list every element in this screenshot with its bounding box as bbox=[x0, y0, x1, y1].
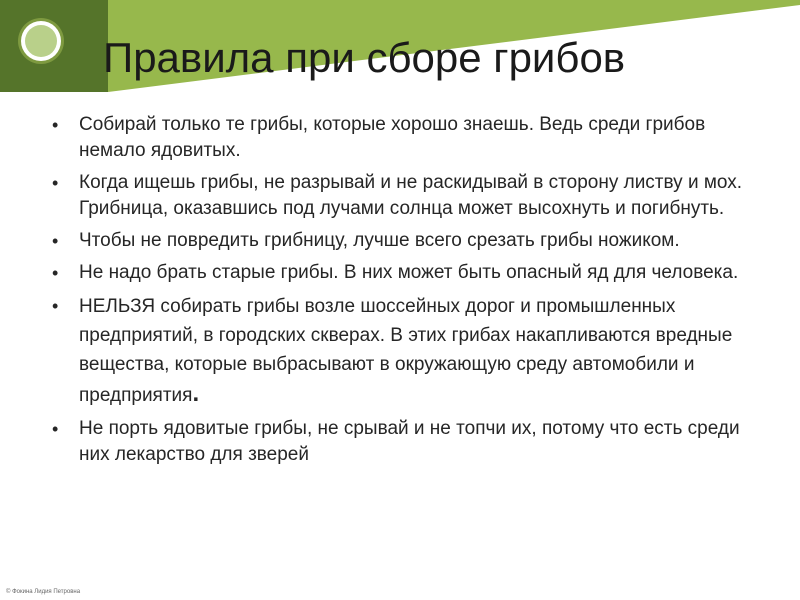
bullet-text: Чтобы не повредить грибницу, лучше всего срезать грибы ножиком. bbox=[79, 230, 680, 251]
bullet-list bbox=[52, 112, 772, 474]
final-period: . bbox=[192, 380, 200, 407]
bullet-text: НЕЛЬЗЯ собирать грибы возле шоссейных дорог и промышленных предприятий, в городских скверах. В этих грибах накапливаются вредные вещества, которые выбрасывают в окружающую среду автомобили и предприятия bbox=[79, 296, 733, 406]
bullet-item bbox=[52, 228, 772, 254]
circle-ornament-icon bbox=[17, 17, 65, 65]
bullet-text: Собирай только те грибы, которые хорошо знаешь. Ведь среди грибов немало ядовитых. bbox=[79, 114, 706, 161]
bullet-marker: • bbox=[52, 231, 59, 251]
bullet-item bbox=[52, 260, 772, 286]
bullet-marker: • bbox=[52, 296, 59, 316]
bullet-item bbox=[52, 416, 772, 468]
bullet-marker: • bbox=[52, 115, 59, 135]
bullet-item bbox=[52, 292, 772, 410]
bullet-text: Когда ищешь грибы, не разрывай и не раскидывай в сторону листву и мох. Грибница, оказавшись под лучами солнца может высохнуть и погибнуть. bbox=[79, 172, 743, 219]
bullet-marker: • bbox=[52, 419, 59, 439]
copyright-footer: © Фокина Лидия Петровна bbox=[6, 589, 81, 595]
bullet-item bbox=[52, 112, 772, 164]
bullet-text: Не надо брать старые грибы. В них может быть опасный яд для человека. bbox=[79, 262, 739, 283]
slide-title: Правила при сборе грибов bbox=[103, 34, 626, 81]
bullet-text: Не порть ядовитые грибы, не срывай и не топчи их, потому что есть среди них лекарство для зверей bbox=[79, 418, 740, 465]
bullet-marker: • bbox=[52, 173, 59, 193]
bullet-item bbox=[52, 170, 772, 222]
bullet-marker: • bbox=[52, 263, 59, 283]
